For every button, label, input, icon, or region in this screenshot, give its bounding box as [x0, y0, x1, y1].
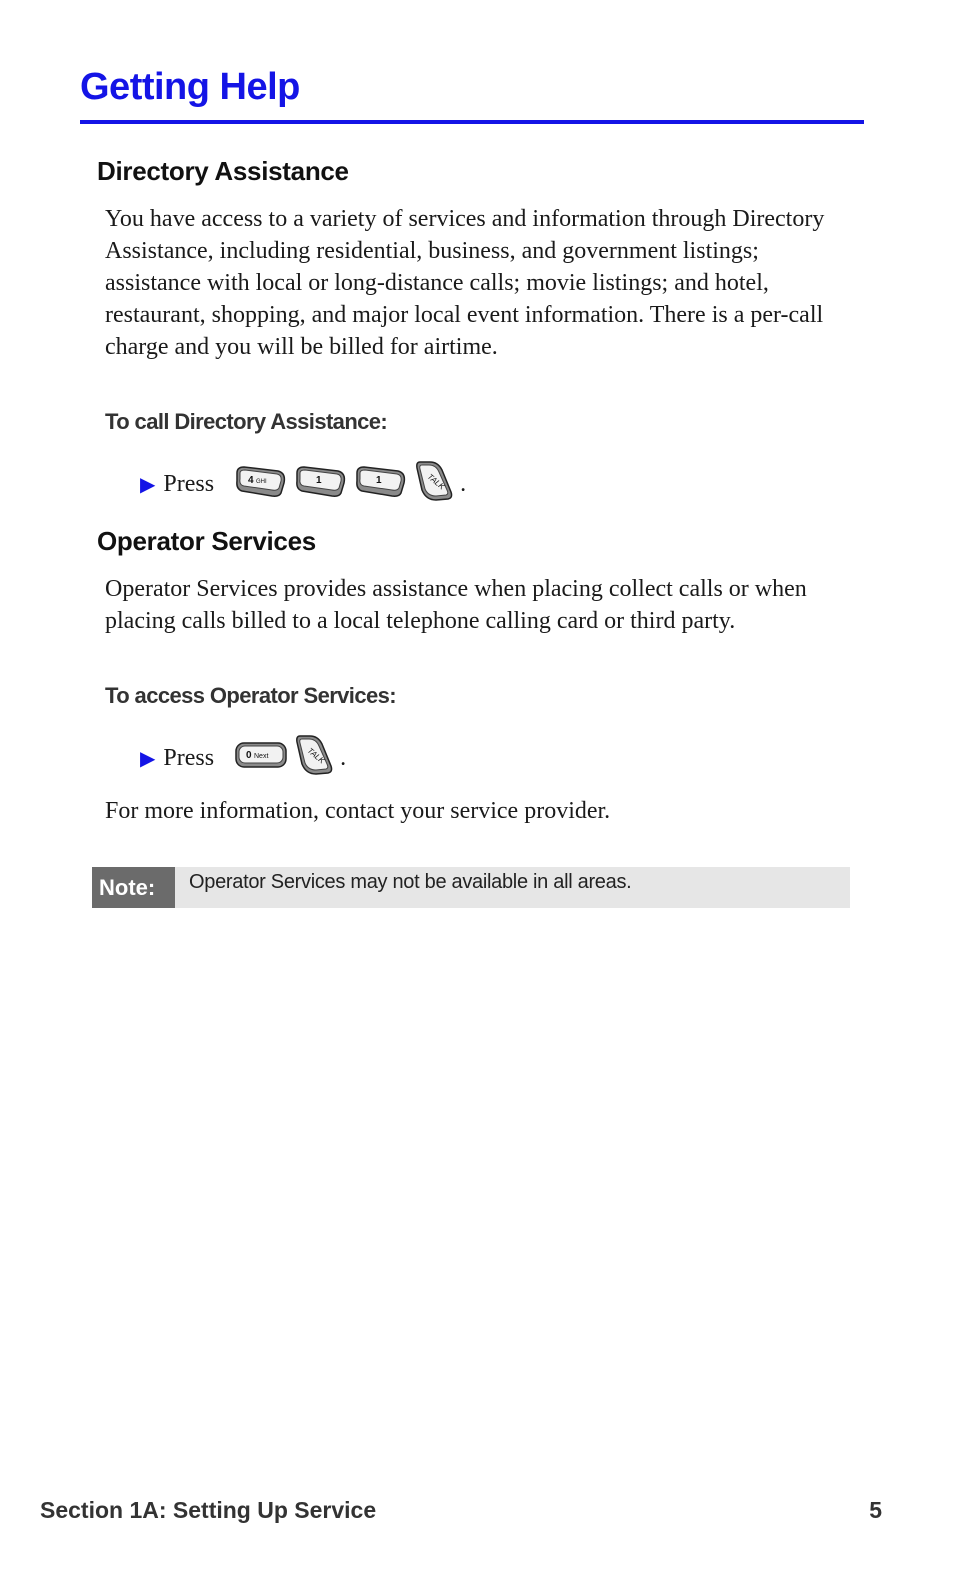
key-0-next-icon — [234, 739, 288, 778]
section-heading-operator-services: Operator Services — [97, 526, 316, 556]
note-label: Note: — [92, 867, 175, 908]
svg-text:1: 1 — [376, 474, 382, 486]
svg-text:Next: Next — [254, 752, 269, 760]
note-box — [92, 867, 850, 908]
talk-key-icon — [294, 734, 334, 783]
key-1-icon — [354, 463, 408, 506]
step-press-label: Press — [163, 470, 215, 497]
procedure-heading-directory: To call Directory Assistance: — [105, 409, 388, 434]
bullet-arrow-icon: ▶ — [140, 747, 156, 770]
step-press-label: Press — [163, 744, 215, 771]
title-rule — [80, 120, 864, 124]
step-directory-assistance — [140, 464, 466, 504]
key-4-icon — [234, 463, 288, 506]
page-title: Getting Help — [80, 66, 300, 108]
key-1-icon — [294, 463, 348, 506]
footer-page-number: 5 — [869, 1497, 882, 1523]
talk-key-icon — [414, 460, 454, 509]
svg-text:GHI: GHI — [256, 478, 267, 485]
step-suffix: . — [460, 470, 467, 497]
footer-section-title: Section 1A: Setting Up Service — [40, 1497, 377, 1523]
bullet-arrow-icon: ▶ — [140, 473, 156, 496]
note-text: Operator Services may not be available in all areas. — [175, 867, 850, 908]
directory-assistance-body: You have access to a variety of services and information through Directory Assistance, including residential, business, and government listings; assistance with local or long-distance calls; movie listings; and hotel, restaurant, shopping, and major local event information. There is a per-call charge and you will be billed for airtime. — [105, 206, 825, 360]
step-operator-services — [140, 738, 346, 778]
operator-services-body: Operator Services provides assistance when placing collect calls or when placing calls billed to a local telephone calling card or third party. — [105, 576, 807, 634]
svg-text:1: 1 — [316, 474, 322, 486]
svg-text:TALK: TALK — [425, 471, 447, 491]
svg-text:TALK: TALK — [305, 745, 327, 765]
svg-text:0: 0 — [246, 749, 252, 761]
step-suffix: . — [340, 744, 347, 771]
svg-text:4: 4 — [248, 474, 254, 486]
section-heading-directory-assistance: Directory Assistance — [97, 156, 349, 186]
more-info-text: For more information, contact your service provider. — [105, 798, 611, 824]
procedure-heading-operator: To access Operator Services: — [105, 683, 396, 708]
